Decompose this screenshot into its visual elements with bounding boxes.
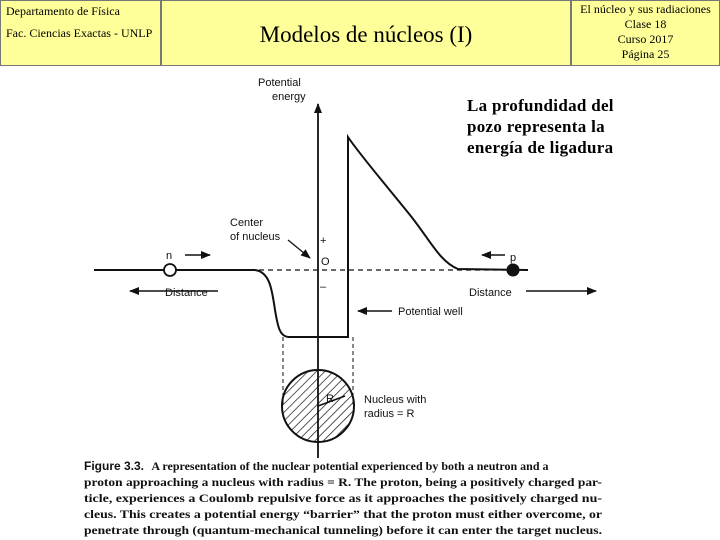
nucleus-label-2: radius = R xyxy=(364,408,415,420)
note-line-1: La profundidad del xyxy=(467,96,614,115)
caption-head: Figure 3.3. xyxy=(84,459,145,473)
course-name: El núcleo y sus radiaciones xyxy=(580,2,711,16)
note-line-3: energía de ligadura xyxy=(467,138,614,157)
potential-curve xyxy=(94,137,528,337)
neutron-circle xyxy=(164,264,176,276)
note-line-2: pozo representa la xyxy=(467,117,605,136)
nucleus-label-1: Nucleus with xyxy=(364,394,427,406)
center-pointer-arrow xyxy=(288,240,310,258)
neutron-label: n xyxy=(166,250,173,262)
caption-line-1 xyxy=(84,459,549,473)
distance-left-label: Distance xyxy=(165,287,208,299)
proton-label: p xyxy=(510,252,517,264)
radius-symbol: R xyxy=(326,393,334,405)
axis-label-potential: Potential xyxy=(258,77,301,89)
distance-right-label: Distance xyxy=(469,287,512,299)
origin-label: O xyxy=(321,256,330,268)
caption-line-3: ticle, experiences a Coulomb repulsive force as it approaches the positively charged nu- xyxy=(84,491,602,505)
caption-line-5: penetrate through (quantum-mechanical tunneling) before it can enter the target nucleus. xyxy=(84,523,602,537)
caption-text-1: A representation of the nuclear potential experienced by both a neutron and a xyxy=(151,459,549,473)
potential-well-label: Potential well xyxy=(398,306,463,318)
caption-line-2: proton approaching a nucleus with radius = R. The proton, being a positively charged par- xyxy=(84,475,602,489)
minus-sign: – xyxy=(320,281,327,293)
slide-title: Modelos de núcleos (I) xyxy=(259,22,473,47)
course-year: Curso 2017 xyxy=(617,32,674,46)
center-label-1: Center xyxy=(230,217,264,229)
center-label-2: of nucleus xyxy=(230,231,281,243)
caption-line-4: cleus. This creates a potential energy “barrier” that the proton must either overcome, or xyxy=(84,507,603,521)
axis-label-energy: energy xyxy=(272,91,306,103)
faculty-label: Fac. Ciencias Exactas - UNLP xyxy=(6,26,153,40)
department-label: Departamento de Física xyxy=(6,4,120,18)
class-number: Clase 18 xyxy=(624,17,667,31)
proton-dot xyxy=(507,264,520,277)
plus-sign: + xyxy=(320,235,327,247)
page-number: Página 25 xyxy=(621,47,670,61)
